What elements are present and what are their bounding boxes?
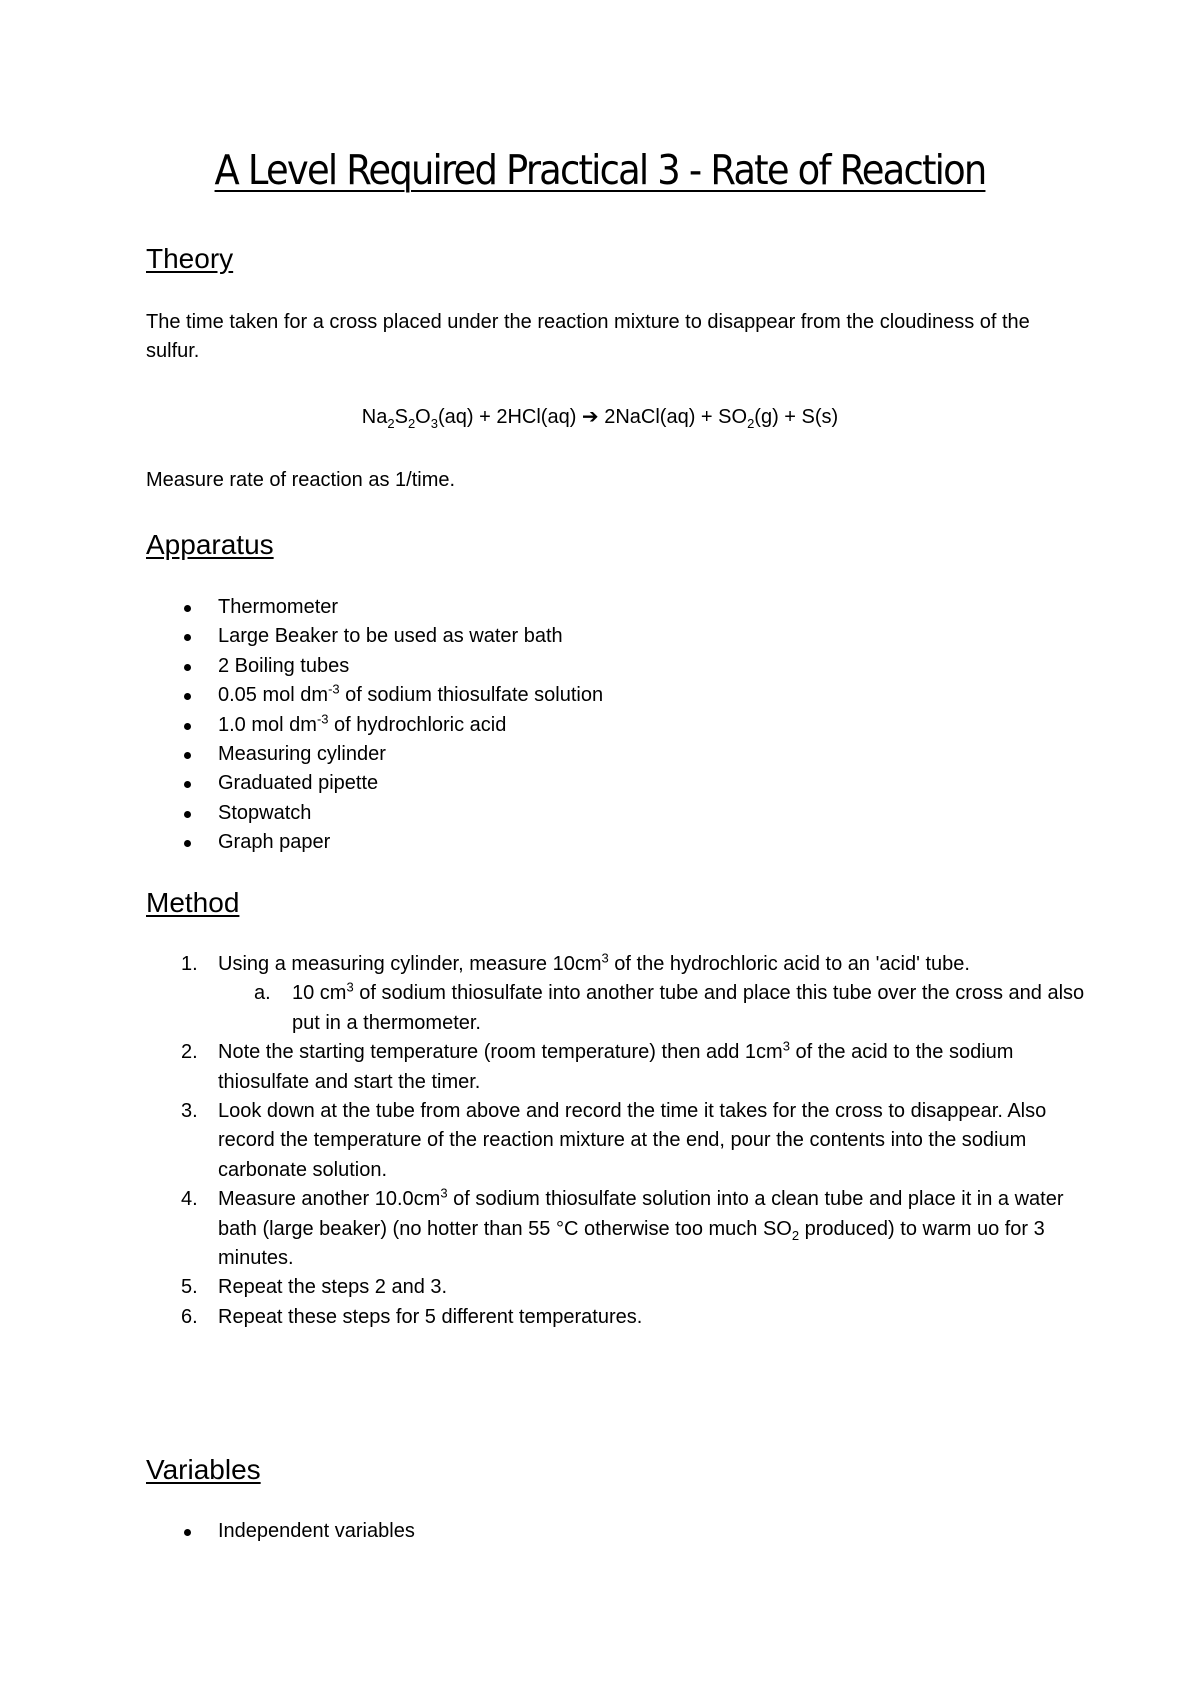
bullet-icon <box>184 723 191 730</box>
bullet-icon <box>184 693 191 700</box>
apparatus-item-text: Stopwatch <box>218 801 312 824</box>
eq-sub-o: 3 <box>430 416 438 431</box>
measure-text: Measure rate of reaction as 1/time. <box>146 469 456 491</box>
eq-rest1: (aq) + 2HCl(aq) <box>437 406 582 428</box>
list-item <box>146 622 603 651</box>
superscript: 3 <box>782 1038 790 1054</box>
step-number: 3. <box>181 1100 198 1123</box>
apparatus-item-text: of sodium thiosulfate solution <box>339 684 604 707</box>
variables-item-text: Independent variables <box>218 1520 415 1542</box>
step-text: of the hydrochloric acid to an 'acid' tube. <box>608 953 970 975</box>
step-text: Look down at the tube from above and record the time it takes for the cross to disappear. Also record the temperature of the reaction mixture at the end, pour the contents into the sodium carbonate solution. <box>218 1100 1047 1181</box>
method-step-6 <box>146 1303 1086 1332</box>
method-step-5 <box>146 1273 1086 1302</box>
step-number: 1. <box>181 953 198 975</box>
apparatus-item-text: of hydrochloric acid <box>328 713 507 736</box>
step-text: Repeat the steps 2 and 3. <box>218 1276 448 1299</box>
superscript: 3 <box>346 979 354 995</box>
eq-rest3: (g) + S(s) <box>754 406 839 428</box>
apparatus-item-text: 1.0 mol dm <box>218 713 317 736</box>
list-item <box>146 652 603 681</box>
method-step-3 <box>146 1097 1086 1185</box>
list-item <box>146 828 603 857</box>
theory-heading: Theory <box>146 243 234 274</box>
apparatus-item-text: Graph paper <box>218 831 331 854</box>
arrow-icon: ➔ <box>581 406 599 428</box>
method-list <box>146 950 1086 1332</box>
step-text: of sodium thiosulfate into another tube and place this tube over the cross and also put in a thermometer. <box>292 982 1085 1034</box>
method-heading: Method <box>146 887 240 918</box>
step-text: of the acid to the sodium thiosulfate and start the timer. <box>218 1041 1014 1093</box>
apparatus-heading: Apparatus <box>146 529 274 560</box>
superscript: 3 <box>440 1185 448 1201</box>
step-text: 10 cm <box>292 982 347 1005</box>
bullet-icon <box>184 664 191 671</box>
variables-heading: Variables <box>146 1454 261 1485</box>
bullet-icon <box>184 811 191 818</box>
list-item <box>146 1517 415 1546</box>
bullet-icon <box>184 605 191 612</box>
step-text: Note the starting temperature (room temperature) then add 1cm <box>218 1041 783 1064</box>
step-text: Using a measuring cylinder, measure 10cm <box>218 953 602 975</box>
method-step-4 <box>146 1185 1086 1273</box>
eq-o: O <box>415 406 431 428</box>
apparatus-item-text: Large Beaker to be used as water bath <box>218 625 563 648</box>
superscript: -3 <box>328 681 340 697</box>
subscript: 2 <box>791 1227 800 1243</box>
variables-list <box>146 1517 415 1546</box>
step-text: produced) to warm uo for 3 minutes. <box>218 1217 1045 1270</box>
bullet-icon <box>184 752 191 759</box>
apparatus-item-text: Graduated pipette <box>218 772 379 795</box>
eq-sub-s: 2 <box>407 416 416 431</box>
step-number: a. <box>254 982 271 1005</box>
bullet-icon <box>184 634 191 641</box>
list-item <box>146 711 603 740</box>
eq-s: S <box>394 406 408 428</box>
step-number: 6. <box>181 1305 198 1328</box>
apparatus-item-text: 0.05 mol dm <box>218 684 329 707</box>
bullet-icon <box>184 781 191 788</box>
step-text: of sodium thiosulfate solution into a clean tube and place it in a water bath (large beaker) (no hotter than 55 °C otherwise too much SO <box>218 1188 1064 1240</box>
method-step-2 <box>146 1038 1086 1097</box>
superscript: 3 <box>601 950 609 966</box>
page-title: A Level Required Practical 3 - Rate of Reaction <box>214 146 986 194</box>
apparatus-list <box>146 593 603 858</box>
eq-rest2: 2NaCl(aq) + SO <box>598 406 748 428</box>
step-text: Repeat these steps for 5 different temperatures. <box>218 1305 643 1328</box>
apparatus-item-text: Thermometer <box>218 596 339 618</box>
apparatus-item-text: Measuring cylinder <box>218 742 386 765</box>
step-number: 5. <box>181 1276 198 1299</box>
list-item <box>146 681 603 710</box>
bullet-icon <box>184 1529 191 1536</box>
apparatus-item-text: 2 Boiling tubes <box>218 654 350 677</box>
theory-text: The time taken for a cross placed under the reaction mixture to disappear from the cloudiness of the sulfur. <box>146 311 1030 362</box>
eq-na: Na <box>361 406 388 428</box>
bullet-icon <box>184 840 191 847</box>
list-item <box>146 799 603 828</box>
method-step-1 <box>146 950 1086 979</box>
reaction-equation <box>0 403 1200 432</box>
step-number: 4. <box>181 1188 198 1211</box>
step-number: 2. <box>181 1041 198 1064</box>
list-item <box>146 593 603 622</box>
eq-sub-na: 2 <box>387 416 395 431</box>
step-text: Measure another 10.0cm <box>218 1188 441 1211</box>
list-item <box>146 769 603 798</box>
superscript: -3 <box>316 710 329 726</box>
list-item <box>146 740 603 769</box>
method-step-1a <box>146 979 1086 1038</box>
eq-sub-so2: 2 <box>747 416 755 431</box>
